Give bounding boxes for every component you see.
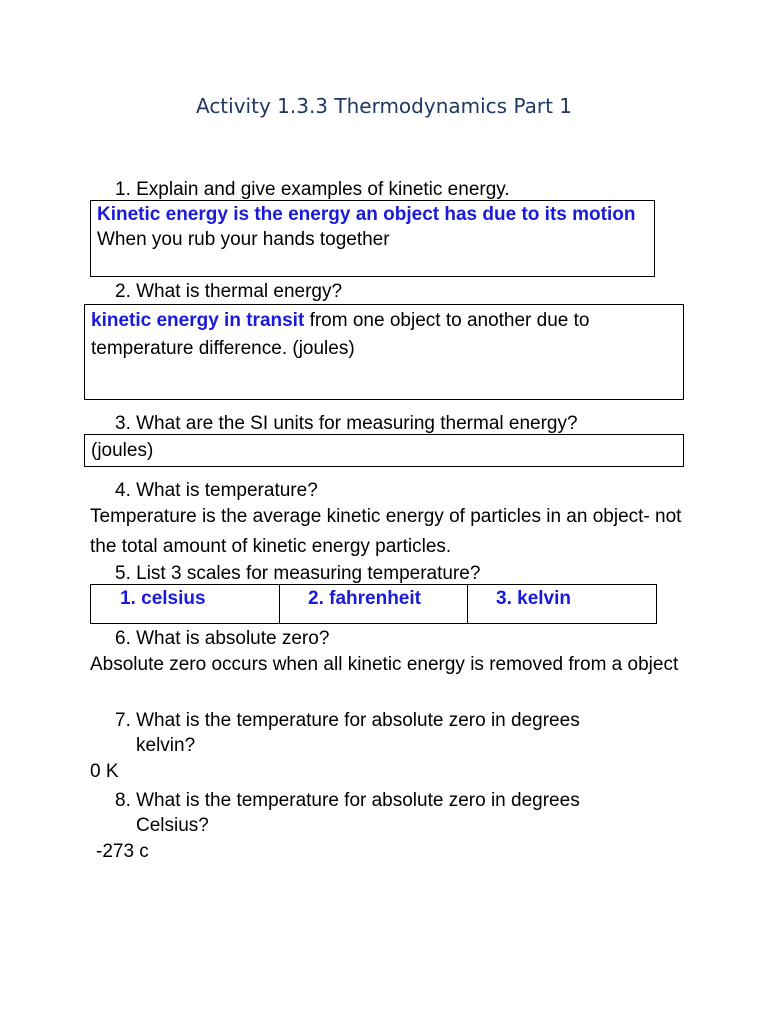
- scale-cell-2: [280, 584, 468, 624]
- scales-table: [90, 584, 657, 624]
- answer-4: Temperature is the average kinetic energy of particles in an object- not the total amount of kinetic energy particles.: [90, 506, 682, 557]
- answer-2-rest: from one object to another due to temperature difference. (joules): [91, 310, 590, 359]
- scale-3: 3. kelvin: [496, 588, 571, 609]
- answer-7: 0 K: [90, 761, 119, 782]
- answer-box-3: [84, 434, 684, 467]
- question-7-line-1: 7. What is the temperature for absolute zero in degrees: [115, 710, 580, 731]
- scale-cell-1: [90, 584, 280, 624]
- answer-3: (joules): [91, 440, 154, 461]
- answer-1-example: When you rub your hands together: [97, 229, 390, 250]
- question-4: 4. What is temperature?: [115, 480, 318, 501]
- question-5: 5. List 3 scales for measuring temperature?: [115, 563, 481, 584]
- question-1: 1. Explain and give examples of kinetic energy.: [115, 179, 510, 200]
- question-3: 3. What are the SI units for measuring thermal energy?: [115, 413, 578, 434]
- scale-cell-3: [468, 584, 657, 624]
- question-7-line-2: kelvin?: [136, 735, 196, 756]
- page-title: Activity 1.3.3 Thermodynamics Part 1: [195, 94, 573, 118]
- answer-box-2: [84, 304, 684, 400]
- question-6: 6. What is absolute zero?: [115, 628, 330, 649]
- answer-1-definition: Kinetic energy is the energy an object has due to its motion: [97, 204, 636, 225]
- scale-2: 2. fahrenheit: [308, 588, 421, 609]
- question-8-line-2: Celsius?: [136, 815, 209, 836]
- question-8-line-1: 8. What is the temperature for absolute zero in degrees: [115, 790, 580, 811]
- answer-6: Absolute zero occurs when all kinetic energy is removed from a object: [90, 654, 679, 675]
- scale-1: 1. celsius: [120, 588, 206, 609]
- answer-box-1: [90, 200, 655, 277]
- question-2: 2. What is thermal energy?: [115, 281, 343, 302]
- answer-8: -273 c: [96, 841, 149, 862]
- answer-2-highlight: kinetic energy in transit: [91, 310, 305, 331]
